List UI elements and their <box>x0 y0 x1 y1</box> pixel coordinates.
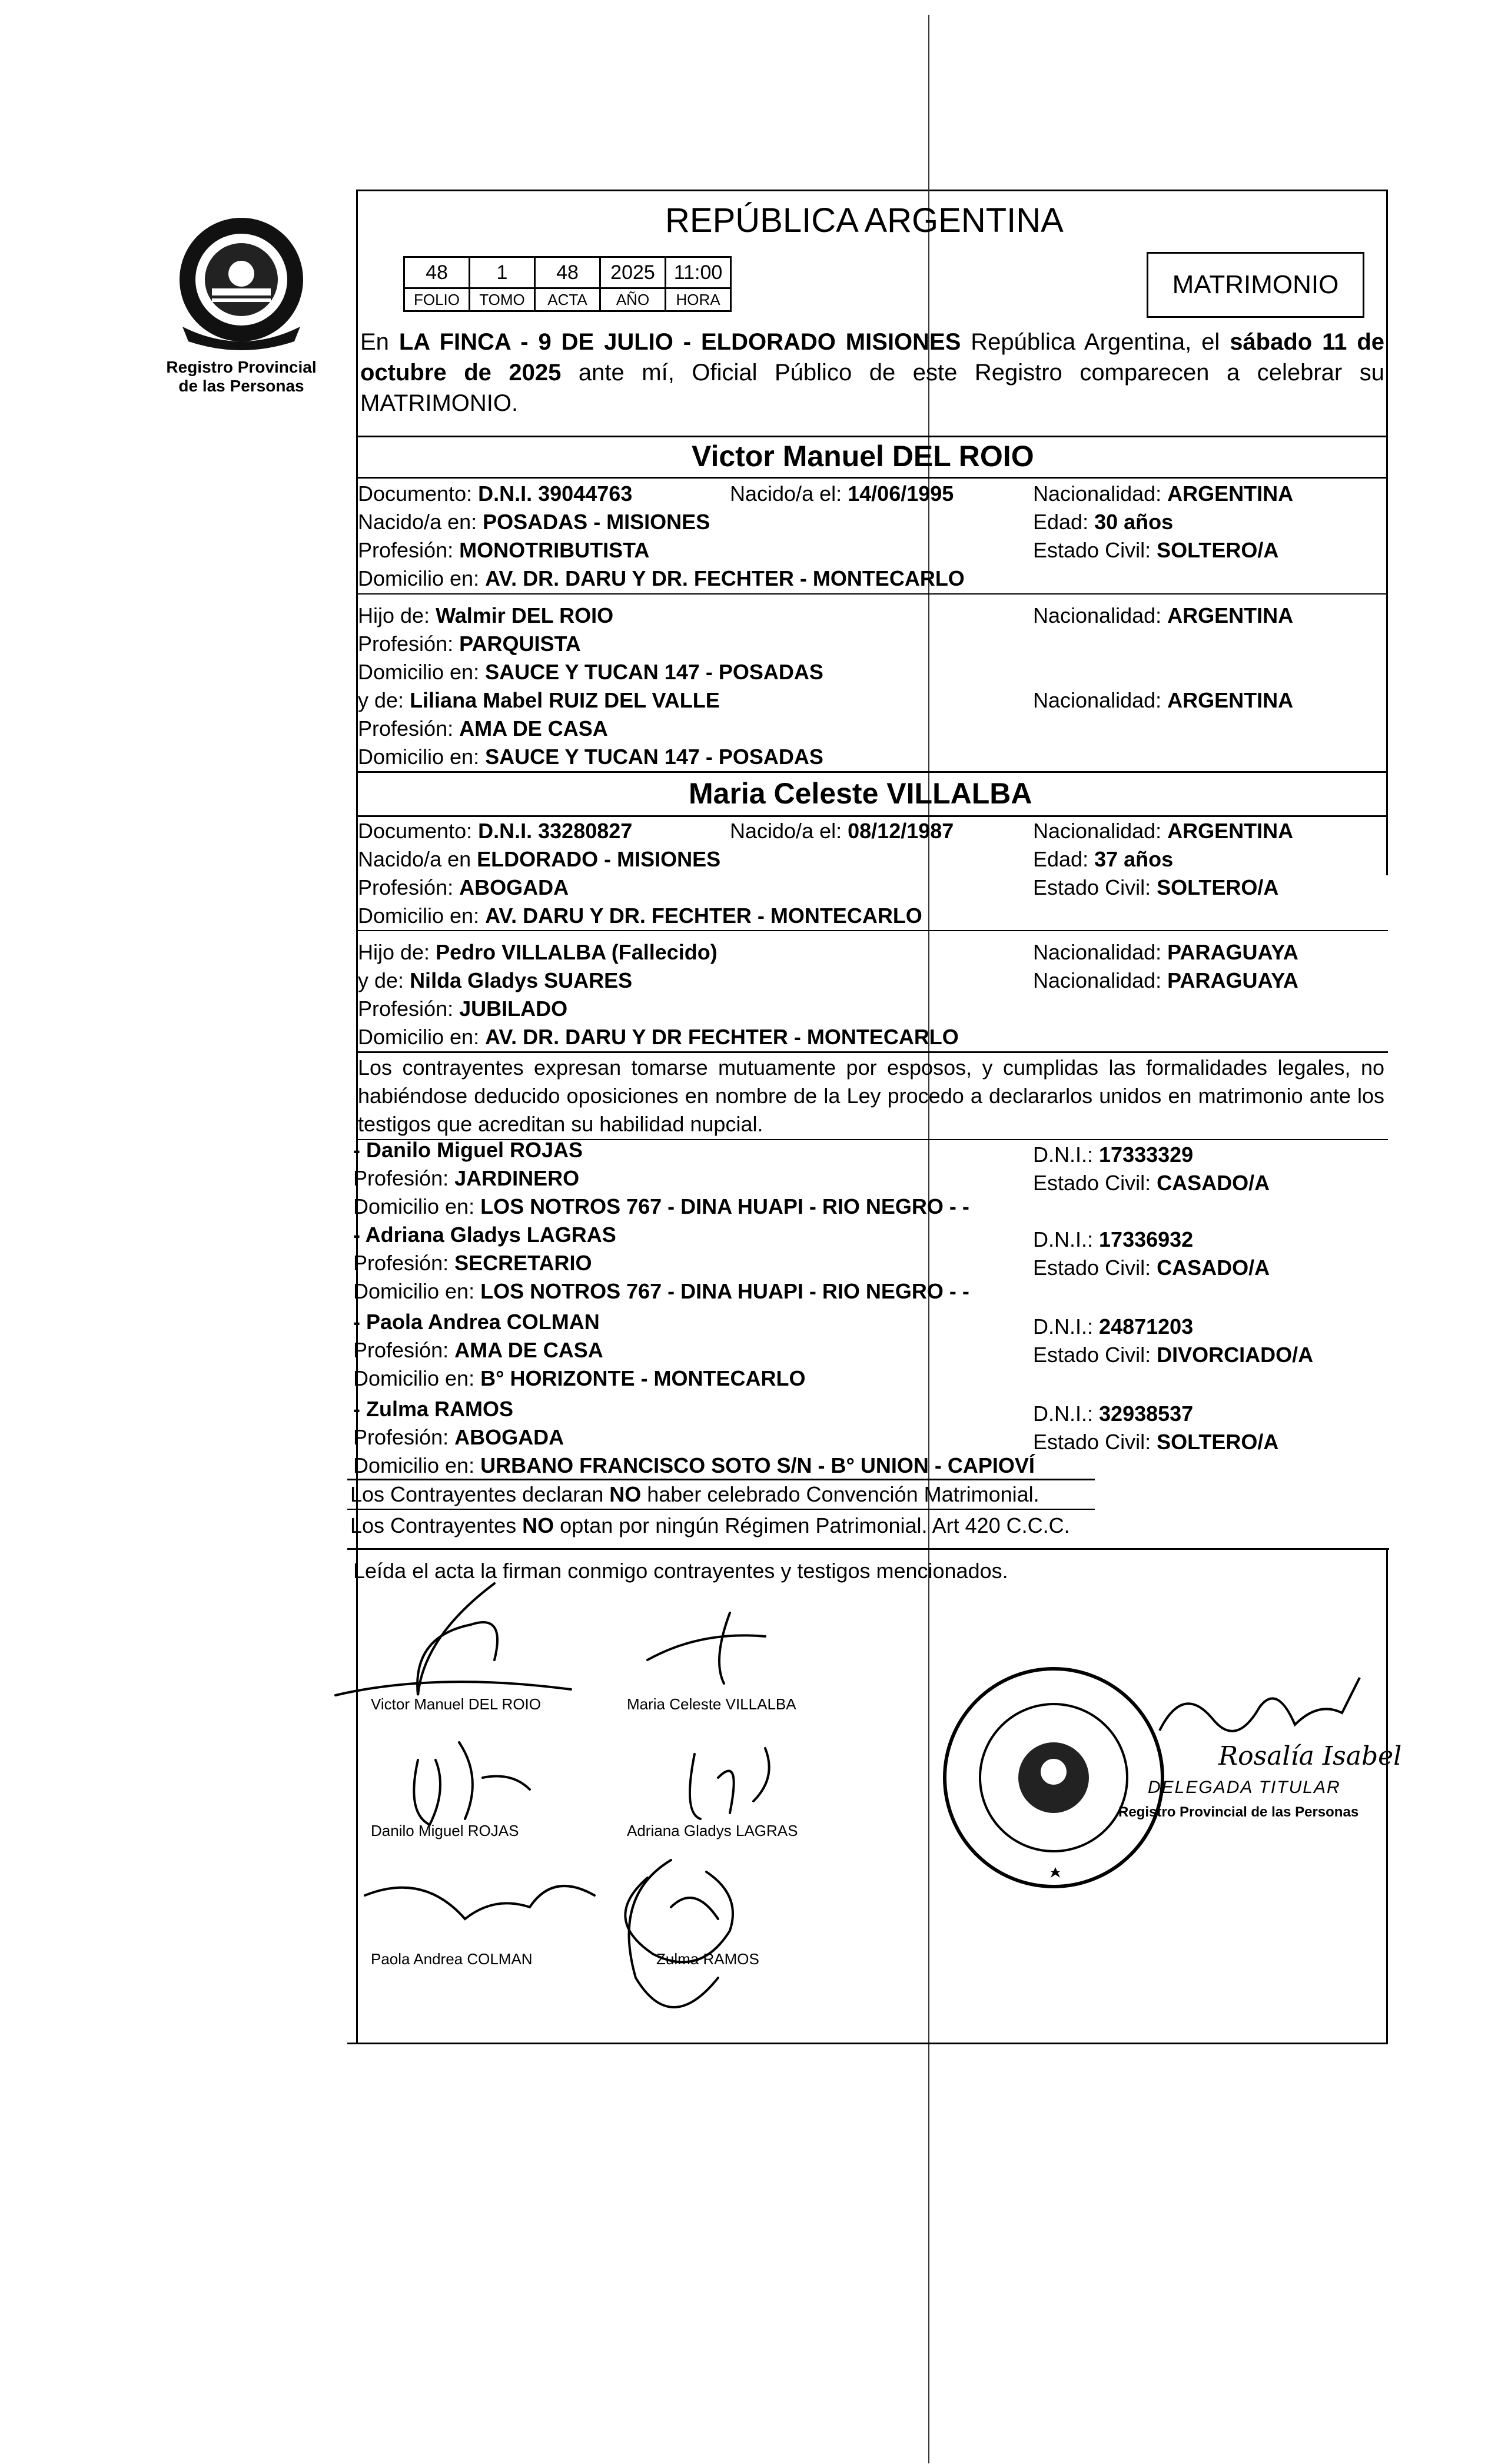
signature-area-right-border <box>1386 1548 1388 2044</box>
witness-estado-civil: SOLTERO/A <box>1157 1430 1279 1454</box>
act-type-box <box>1147 252 1364 318</box>
groom-name-rule <box>356 477 1388 479</box>
bride-father: Pedro VILLALBA (Fallecido) <box>436 940 718 964</box>
groom-mother-domicilio: SAUCE Y TUCAN 147 - POSADAS <box>485 745 823 769</box>
bride-profesion-row <box>358 874 569 902</box>
bride-nacido-el-row <box>730 817 954 845</box>
bride-mother-nacionalidad-row <box>1033 967 1298 995</box>
intro-text-3: ante mí, Oficial Público de este Registro comparecen a celebrar su MATRIMONIO. <box>360 360 1384 416</box>
nacido-el-label: Nacido/a el: <box>730 481 842 506</box>
dni-label: D.N.I.: <box>1033 1227 1094 1251</box>
declaration-text: Los contrayentes expresan tomarse mutuamente por esposos, y cumplidas las formalidades legales, no habiéndose deducido oposiciones en nombre de la Ley procedo a declararlos unidos en matrimonio ante los testigos que acreditan su habilidad nupcial. <box>358 1055 1384 1136</box>
act-type: MATRIMONIO <box>1172 270 1339 299</box>
logo-caption-line2: de las Personas <box>178 377 304 395</box>
groom-nacionalidad-row <box>1033 480 1293 508</box>
profesion-label: Profesión: <box>358 997 454 1021</box>
witness3-signature-label: Paola Andrea COLMAN <box>371 1950 533 1968</box>
convention-text: haber celebrado Convención Matrimonial. <box>641 1482 1039 1506</box>
tomo-value: 1 <box>470 257 535 288</box>
groom-documento: D.N.I. 39044763 <box>478 481 633 506</box>
intro-paragraph <box>360 327 1384 419</box>
profesion-label: Profesión: <box>358 716 454 740</box>
anio-value: 2025 <box>600 257 666 288</box>
profesion-label: Profesión: <box>353 1338 449 1362</box>
witness-name: - Zulma RAMOS <box>353 1397 514 1421</box>
convention-no: NO <box>609 1482 642 1506</box>
tomo-label: TOMO <box>470 288 535 311</box>
groom-father: Walmir DEL ROIO <box>436 603 614 627</box>
country-title: REPÚBLICA ARGENTINA <box>665 201 1064 240</box>
groom-domicilio: AV. DR. DARU Y DR. FECHTER - MONTECARLO <box>485 566 965 590</box>
convention-line-1 <box>350 1480 1039 1509</box>
bride-nacido-en: ELDORADO - MISIONES <box>477 847 721 871</box>
bride-father-nacionalidad-row <box>1033 938 1298 967</box>
witness-dni: 32938537 <box>1099 1402 1194 1426</box>
edad-label: Edad: <box>1033 510 1089 534</box>
profesion-label: Profesión: <box>358 538 454 562</box>
intro-date: sábado 11 de octubre de 2025 <box>360 329 1385 386</box>
witness-dni-row <box>1033 1226 1193 1254</box>
nacionalidad-label: Nacionalidad: <box>1033 688 1162 712</box>
bride-signature-mark <box>647 1613 765 1683</box>
bride-mother-nacionalidad: PARAGUAYA <box>1167 968 1298 992</box>
father-label: Hijo de: <box>358 940 430 964</box>
groom-estado-civil: SOLTERO/A <box>1157 538 1279 562</box>
groom-father-row <box>358 602 613 630</box>
witness-estado-civil-row <box>1033 1169 1270 1197</box>
domicilio-label: Domicilio en: <box>358 660 480 684</box>
groom-father-domicilio-row <box>358 658 823 686</box>
witness-name: - Paola Andrea COLMAN <box>353 1310 600 1334</box>
official-name: Rosalía Isabel <box>1218 1741 1402 1771</box>
groom-father-nacionalidad: ARGENTINA <box>1167 603 1294 627</box>
witness-profesion: AMA DE CASA <box>454 1338 603 1362</box>
convention-mid-rule <box>347 1509 1095 1510</box>
intro-place: LA FINCA - 9 DE JULIO - ELDORADO MISIONES <box>398 329 961 355</box>
witness-domicilio-row <box>353 1193 969 1221</box>
folio-label: FOLIO <box>404 288 470 311</box>
convention-line-2 <box>350 1512 1070 1540</box>
intro-text-2: República Argentina, el <box>961 329 1230 355</box>
witness-estado-civil: DIVORCIADO/A <box>1157 1343 1314 1367</box>
bride-mother-row <box>358 967 632 995</box>
official-stamp <box>936 1660 1171 1895</box>
bride-rule-1 <box>356 930 1388 931</box>
witness-estado-civil: CASADO/A <box>1157 1256 1270 1280</box>
domicilio-label: Domicilio en: <box>358 745 480 769</box>
profesion-label: Profesión: <box>353 1251 449 1275</box>
father-label: Hijo de: <box>358 603 430 627</box>
convention-text: Los Contrayentes <box>350 1513 523 1537</box>
domicilio-label: Domicilio en: <box>358 904 480 928</box>
nacido-en-label: Nacido/a en <box>358 847 471 871</box>
nacido-el-label: Nacido/a el: <box>730 819 842 843</box>
declaration-top-rule <box>356 1051 1388 1053</box>
convention-text: Los Contrayentes declaran <box>350 1482 610 1506</box>
bride-name: Maria Celeste VILLALBA <box>689 777 1032 810</box>
official-title: DELEGADA TITULAR <box>1148 1778 1341 1797</box>
witness2-signature-mark <box>690 1748 769 1819</box>
bride-estado-civil: SOLTERO/A <box>1157 875 1279 899</box>
groom-nacido-en-row <box>358 508 710 536</box>
bride-documento-row <box>358 817 632 845</box>
groom-documento-row <box>358 480 632 508</box>
dni-label: D.N.I.: <box>1033 1314 1094 1339</box>
bride-mother-profesion: JUBILADO <box>459 997 568 1021</box>
witness-domicilio-row <box>353 1364 805 1393</box>
official-org: Registro Provincial de las Personas <box>1118 1804 1359 1820</box>
witness-estado-civil-row <box>1033 1341 1313 1369</box>
signature-area-bottom-rule <box>347 2043 1388 2044</box>
mother-label: y de: <box>358 968 404 992</box>
groom-profesion-row <box>358 536 649 564</box>
bride-nacido-en-row <box>358 845 720 874</box>
hora-label: HORA <box>666 288 731 311</box>
witness-profesion: SECRETARIO <box>454 1251 592 1275</box>
witness-dni: 17336932 <box>1099 1227 1194 1251</box>
witness-profesion-row <box>353 1423 564 1452</box>
groom-father-domicilio: SAUCE Y TUCAN 147 - POSADAS <box>485 660 823 684</box>
nacionalidad-label: Nacionalidad: <box>1033 603 1162 627</box>
logo-caption-line1: Registro Provincial <box>166 358 317 376</box>
closing-text: Leída el acta la firman conmigo contrayentes y testigos mencionados. <box>353 1559 1008 1583</box>
witness-estado-civil: CASADO/A <box>1157 1171 1270 1195</box>
witness-name: - Danilo Miguel ROJAS <box>353 1138 583 1162</box>
witness-dni-row <box>1033 1400 1193 1428</box>
bride-father-nacionalidad: PARAGUAYA <box>1167 940 1298 964</box>
documento-label: Documento: <box>358 481 473 506</box>
witness-domicilio-row <box>353 1277 969 1306</box>
convention-no: NO <box>522 1513 554 1537</box>
groom-mother: Liliana Mabel RUIZ DEL VALLE <box>410 688 720 712</box>
groom-father-profesion-row <box>358 630 581 658</box>
groom-nacido-el: 14/06/1995 <box>848 481 954 506</box>
folio-value: 48 <box>404 257 470 288</box>
bride-mother-domicilio-row <box>358 1023 959 1051</box>
bride-top-rule <box>356 771 1388 773</box>
witness-estado-civil-row <box>1033 1254 1270 1282</box>
bride-edad: 37 años <box>1094 847 1174 871</box>
profesion-label: Profesión: <box>353 1166 449 1190</box>
nacionalidad-label: Nacionalidad: <box>1033 819 1162 843</box>
bride-mother-profesion-row <box>358 995 567 1023</box>
bride-nacionalidad-row <box>1033 817 1293 845</box>
dni-label: D.N.I.: <box>1033 1143 1094 1167</box>
witness4-signature-label: Zulma RAMOS <box>656 1950 759 1968</box>
bride-nacido-el: 08/12/1987 <box>848 819 954 843</box>
hora-value: 11:00 <box>666 257 731 288</box>
bride-estado-civil-row <box>1033 874 1278 902</box>
witness-profesion-row <box>353 1164 579 1193</box>
profesion-label: Profesión: <box>358 632 454 656</box>
groom-nacido-el-row <box>730 480 954 508</box>
bride-domicilio-row <box>358 902 922 930</box>
witness2-signature-label: Adriana Gladys LAGRAS <box>627 1822 798 1839</box>
groom-edad-row <box>1033 508 1173 536</box>
convention-text: optan por ningún Régimen Patrimonial. Art 420 C.C.C. <box>554 1513 1070 1537</box>
groom-top-rule <box>356 436 1388 437</box>
logo-caption <box>150 358 333 396</box>
bride-mother: Nilda Gladys SUARES <box>410 968 633 992</box>
bride-father-row <box>358 938 718 967</box>
groom-father-nacionalidad-row <box>1033 602 1293 630</box>
witness-domicilio: LOS NOTROS 767 - DINA HUAPI - RIO NEGRO - - <box>480 1279 969 1303</box>
estado-civil-label: Estado Civil: <box>1033 1430 1151 1454</box>
estado-civil-label: Estado Civil: <box>1033 538 1151 562</box>
mother-label: y de: <box>358 688 404 712</box>
groom-mother-domicilio-row <box>358 743 823 771</box>
bride-signature-label: Maria Celeste VILLALBA <box>627 1695 796 1713</box>
groom-profesion: MONOTRIBUTISTA <box>459 538 650 562</box>
nacido-en-label: Nacido/a en: <box>358 510 477 534</box>
documento-label: Documento: <box>358 819 473 843</box>
profesion-label: Profesión: <box>358 875 454 899</box>
anio-label: AÑO <box>600 288 666 311</box>
witness-profesion: JARDINERO <box>454 1166 580 1190</box>
domicilio-label: Domicilio en: <box>353 1194 475 1218</box>
witness-profesion: ABOGADA <box>454 1425 564 1449</box>
dni-label: D.N.I.: <box>1033 1402 1094 1426</box>
profesion-label: Profesión: <box>353 1425 449 1449</box>
witness1-signature-label: Danilo Miguel ROJAS <box>371 1822 519 1839</box>
groom-signature-mark <box>417 1583 497 1695</box>
nacionalidad-label: Nacionalidad: <box>1033 940 1162 964</box>
witness-dni: 24871203 <box>1099 1314 1194 1339</box>
bride-domicilio: AV. DARU Y DR. FECHTER - MONTECARLO <box>485 904 922 928</box>
registry-logo <box>171 209 312 350</box>
groom-estado-civil-row <box>1033 536 1278 564</box>
witness-domicilio: B° HORIZONTE - MONTECARLO <box>480 1366 806 1390</box>
domicilio-label: Domicilio en: <box>358 566 480 590</box>
registry-table <box>403 256 732 312</box>
bride-profesion: ABOGADA <box>459 875 569 899</box>
estado-civil-label: Estado Civil: <box>1033 1256 1151 1280</box>
witness-dni-row <box>1033 1141 1193 1169</box>
groom-mother-profesion-row <box>358 715 608 743</box>
nacionalidad-label: Nacionalidad: <box>1033 968 1162 992</box>
groom-nacido-en: POSADAS - MISIONES <box>483 510 710 534</box>
witness-profesion-row <box>353 1249 592 1277</box>
witness-domicilio-row <box>353 1452 1035 1480</box>
official-signature-mark <box>1148 1672 1371 1754</box>
groom-mother-nacionalidad: ARGENTINA <box>1167 688 1294 712</box>
acta-value: 48 <box>535 257 600 288</box>
witness4-signature-mark <box>625 1872 733 1962</box>
groom-domicilio-row <box>358 564 965 593</box>
witness-domicilio: URBANO FRANCISCO SOTO S/N - B° UNION - CAPIOVÍ <box>480 1453 1035 1477</box>
groom-mother-row <box>358 686 720 715</box>
estado-civil-label: Estado Civil: <box>1033 1343 1151 1367</box>
bride-nacionalidad: ARGENTINA <box>1167 819 1294 843</box>
domicilio-label: Domicilio en: <box>353 1279 475 1303</box>
provincia-misiones-seal <box>171 209 312 350</box>
groom-rule-1 <box>356 593 1388 595</box>
domicilio-label: Domicilio en: <box>353 1366 475 1390</box>
groom-edad: 30 años <box>1094 510 1174 534</box>
groom-signature-mark-2 <box>336 1682 571 1695</box>
groom-mother-nacionalidad-row <box>1033 686 1293 715</box>
bride-mother-domicilio: AV. DR. DARU Y DR FECHTER - MONTECARLO <box>485 1025 959 1049</box>
page-frame-top <box>356 190 1388 191</box>
groom-father-profesion: PARQUISTA <box>459 632 581 656</box>
intro-text-1: En <box>360 329 399 355</box>
nacionalidad-label: Nacionalidad: <box>1033 481 1162 506</box>
witness3-signature-mark <box>365 1886 594 1919</box>
groom-name: Victor Manuel DEL ROIO <box>692 440 1034 473</box>
convention-bottom-rule <box>347 1548 1389 1550</box>
witness1-signature-mark <box>414 1742 530 1825</box>
witness-dni-row <box>1033 1313 1193 1341</box>
witness-estado-civil-row <box>1033 1428 1278 1456</box>
witness-profesion-row <box>353 1336 603 1364</box>
groom-signature-label: Victor Manuel DEL ROIO <box>371 1695 541 1713</box>
witness-dni: 17333329 <box>1099 1143 1194 1167</box>
edad-label: Edad: <box>1033 847 1089 871</box>
witness-name: - Adriana Gladys LAGRAS <box>353 1223 616 1247</box>
witness-domicilio: LOS NOTROS 767 - DINA HUAPI - RIO NEGRO - - <box>480 1194 969 1218</box>
domicilio-label: Domicilio en: <box>358 1025 480 1049</box>
bride-edad-row <box>1033 845 1173 874</box>
groom-nacionalidad: ARGENTINA <box>1167 481 1294 506</box>
groom-mother-profesion: AMA DE CASA <box>459 716 608 740</box>
acta-label: ACTA <box>535 288 600 311</box>
bride-documento: D.N.I. 33280827 <box>478 819 633 843</box>
domicilio-label: Domicilio en: <box>353 1453 475 1477</box>
estado-civil-label: Estado Civil: <box>1033 875 1151 899</box>
estado-civil-label: Estado Civil: <box>1033 1171 1151 1195</box>
